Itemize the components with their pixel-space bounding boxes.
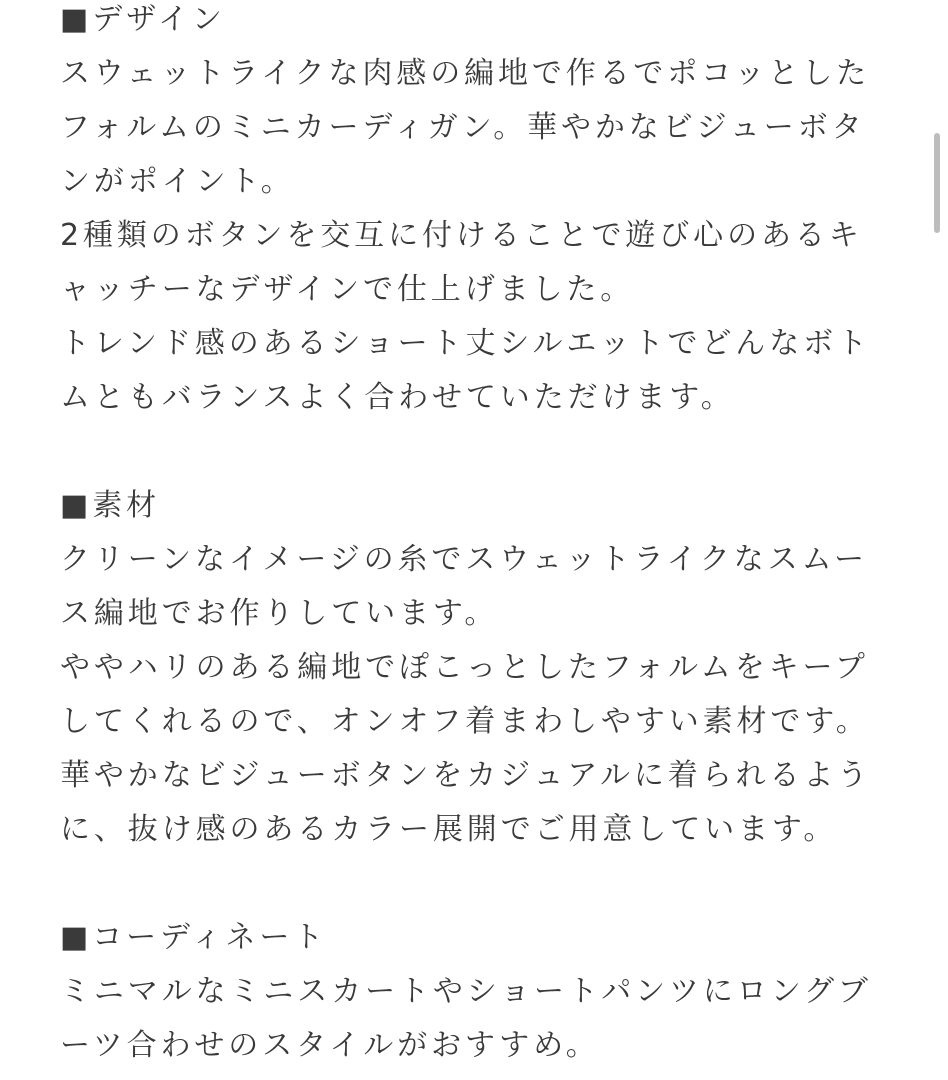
- description-line: ややハリのある編地でぽこっとしたフォルムをキープ: [60, 650, 869, 685]
- scrollbar-thumb[interactable]: [934, 133, 940, 233]
- description-line: してくれるので、オンオフ着まわしやすい素材です。: [60, 704, 870, 739]
- description-line: 華やかなビジューボタンをカジュアルに着られるよう: [60, 758, 872, 793]
- section-heading-design: ■デザイン: [60, 2, 226, 37]
- description-line: ス編地でお作りしています。: [60, 596, 499, 631]
- description-line: フォルムのミニカーディガン。華やかなビジューボタ: [60, 110, 866, 145]
- description-line: ーツ合わせのスタイルがおすすめ。: [60, 1028, 600, 1063]
- description-line: ャッチーなデザインで仕上げました。: [60, 272, 635, 307]
- description-line: クリーンなイメージの糸でスウェットライクなスムー: [60, 542, 868, 577]
- description-line: ンがポイント。: [60, 164, 295, 199]
- description-line: ムともバランスよく合わせていただけます。: [60, 380, 735, 415]
- description-line: 2種類のボタンを交互に付けることで遊び心のあるキ: [60, 218, 863, 253]
- description-line: トレンド感のあるショート丈シルエットでどんなボト: [60, 326, 871, 361]
- section-heading-material: ■素材: [60, 488, 161, 523]
- section-heading-coordinate: ■コーディネート: [60, 920, 328, 955]
- description-line: ミニマルなミニスカートやショートパンツにロングブ: [60, 974, 872, 1009]
- description-line: に、抜け感のあるカラー展開でご用意しています。: [60, 812, 838, 847]
- description-line: スウェットライクな肉感の編地で作るでポコッとした: [60, 56, 870, 91]
